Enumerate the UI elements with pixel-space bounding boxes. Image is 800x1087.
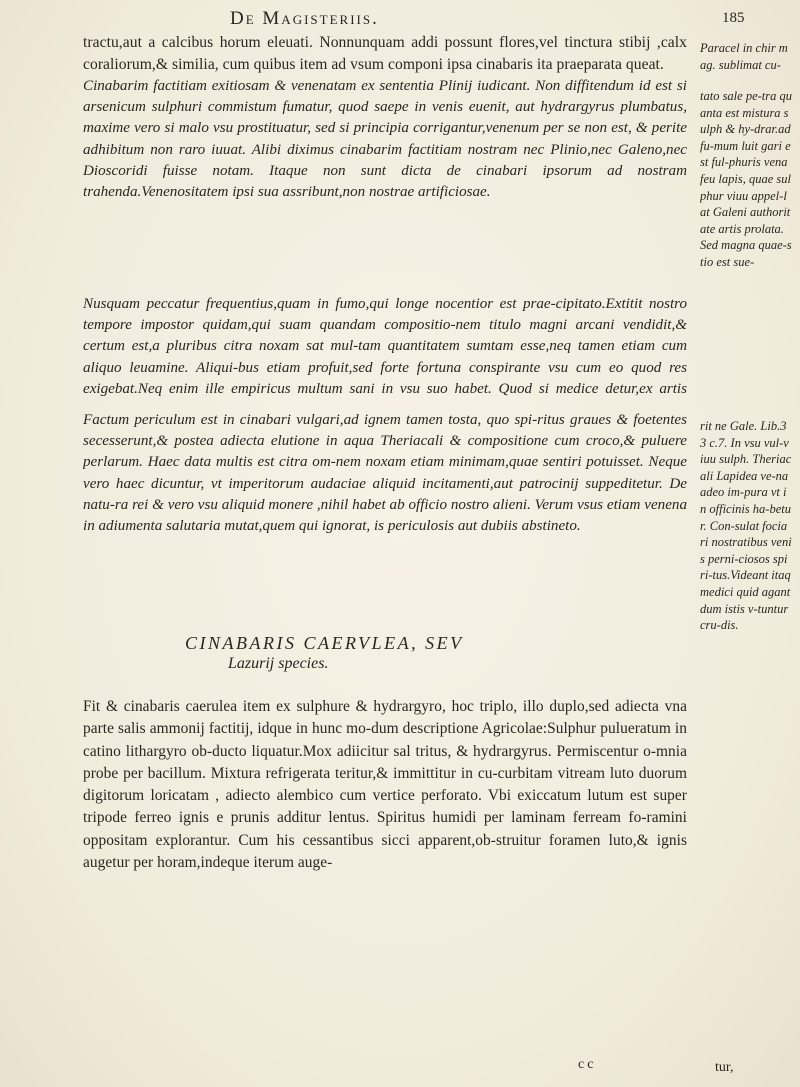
section-subheading: Lazurij species. (228, 655, 329, 672)
section-heading: CINABARIS CAERVLEA, SEV (185, 633, 464, 653)
running-head: De Magisteriis. (230, 8, 379, 29)
margin-note-3: rit ne Gale. Lib.33 c.7. In vsu vul-viuu sulph. Theriacali Lapidea ve-na adeo im-pura vt in officinis ha-betur. Con-sulat fociari nostratibus venis perni-ciosos spiri-tus.Videant itaq medici quid agant dum istis v-tuntur cru-dis. (700, 419, 792, 633)
page-header (0, 6, 800, 34)
paragraph-fumus-impostor: Nusquam peccatur frequentius,quam in fumo,qui longe nocentior est prae-cipitato.Extitit nostro tempore impostor quidam,qui suam quandam compositio-nem titulo magni arcani vendidit,& certum est,a pluribus citra noxam sat mul-tam quantitatem sumtam esse,neq tamen etiam cum aliquo leuamine. Aliqui-bus etiam profuit,sed forte fortuna conspirante vsu cum eo quod res exigebat.Neq enim ille empiricus multum sani in vsu suo habet. Quod si medice detur,ex artis (83, 296, 687, 397)
margin-note-2: tato sale pe-tra quanta est mistura sulph & hy-drar.adfu-mum luit gari est ful-phuris vena feu lapis, quae sulphur viuu appel-lat Galeni authoritate artis prolata. Sed magna quae-stio est sue- (700, 89, 792, 269)
page-number: 185 (722, 10, 745, 26)
paragraph-plinius-opinion: Cinabarim factitiam exitiosam & venenatam ex sententia Plinij iudicant. Non diffitendum id est si arsenicum sulphuri commistum fumatur, quod saepe in venis euenit, aut hydrargyrus plumbatus, maxime vero si malo vsu prostituatur, sed si principia corrigantur,venenum per se non est, & perite adhibitum non raro iuuat. Alibi diximus cinabarim factitiam nostram nec Plinio,nec Galeno,nec Dioscoridi fuisse notam. Itaque non sunt dicta de cinabari ipsorum ad nostram trahenda.Venenositatem ipsi sua assribunt,non nostrae artificiosae. (83, 78, 687, 201)
signature-mark: cc (578, 1057, 597, 1072)
paragraph-periculum-factum: Factum periculum est in cinabari vulgari,ad ignem tamen tosta, quo spi-ritus graues & foetentes secesserunt,& postea adiecta elutione in aqua Theriacali & compositione cum croco,& puluere perlarum. Haec data multis est citra om-nem noxam etiam minimam,quae sentiri potuisset. Neque vero haec dicuntur, vt imperitorum audaciae aliquid incitamenti,aut patrocinij suppeditetur. De natu-ra rei & vero vsu aliquid monere ,nihil habet ab officio nostro alieni. Verum vsus etiam venena in adiumenta salutaria mutat,quem qui ignorat, is periculosis aut dubiis abstineto. (83, 412, 687, 535)
paragraph-cinabaris-caerulea: Fit & cinabaris caerulea item ex sulphure & hydrargyro, hoc triplo, illo duplo,sed adiecta vna parte salis ammonij factitij, idque in hunc mo-dum descriptione Agricolae:Sulphur pulueratum in catino lithargyro ob-ducto liquatur.Mox adiicitur sal tritus, & hydrargyrus. Permiscentur o-mnia probe per bacillum. Mixtura refrigerata teritur,& immittitur in cu-curbitam vitream luto duorum digitorum loricatam , adiecto alembico cum vertice perforato. Vbi exiccatum lutum est super tripode ferreo ignis e prunis additur lentus. Spiritus humidi per laminam ferream fo-ramini oppositam explorantur. Cum his cessantibus sicci apparent,ob-struitur foramen luto,& ignis augetur per horam,indeque iterum auge- (83, 698, 687, 872)
catchword: tur, (715, 1060, 734, 1075)
margin-note-1: Paracel in chir mag. sublimat cu- (700, 41, 788, 72)
paragraph-cinabar-additions: tractu,aut a calcibus horum eleuati. Nonnunquam addi possunt flores,vel tinctura stibij ,calx coraliorum,& similia, cum quibus item ad vsum componi ipsa cinabaris ita praeparata queat. (83, 34, 687, 73)
